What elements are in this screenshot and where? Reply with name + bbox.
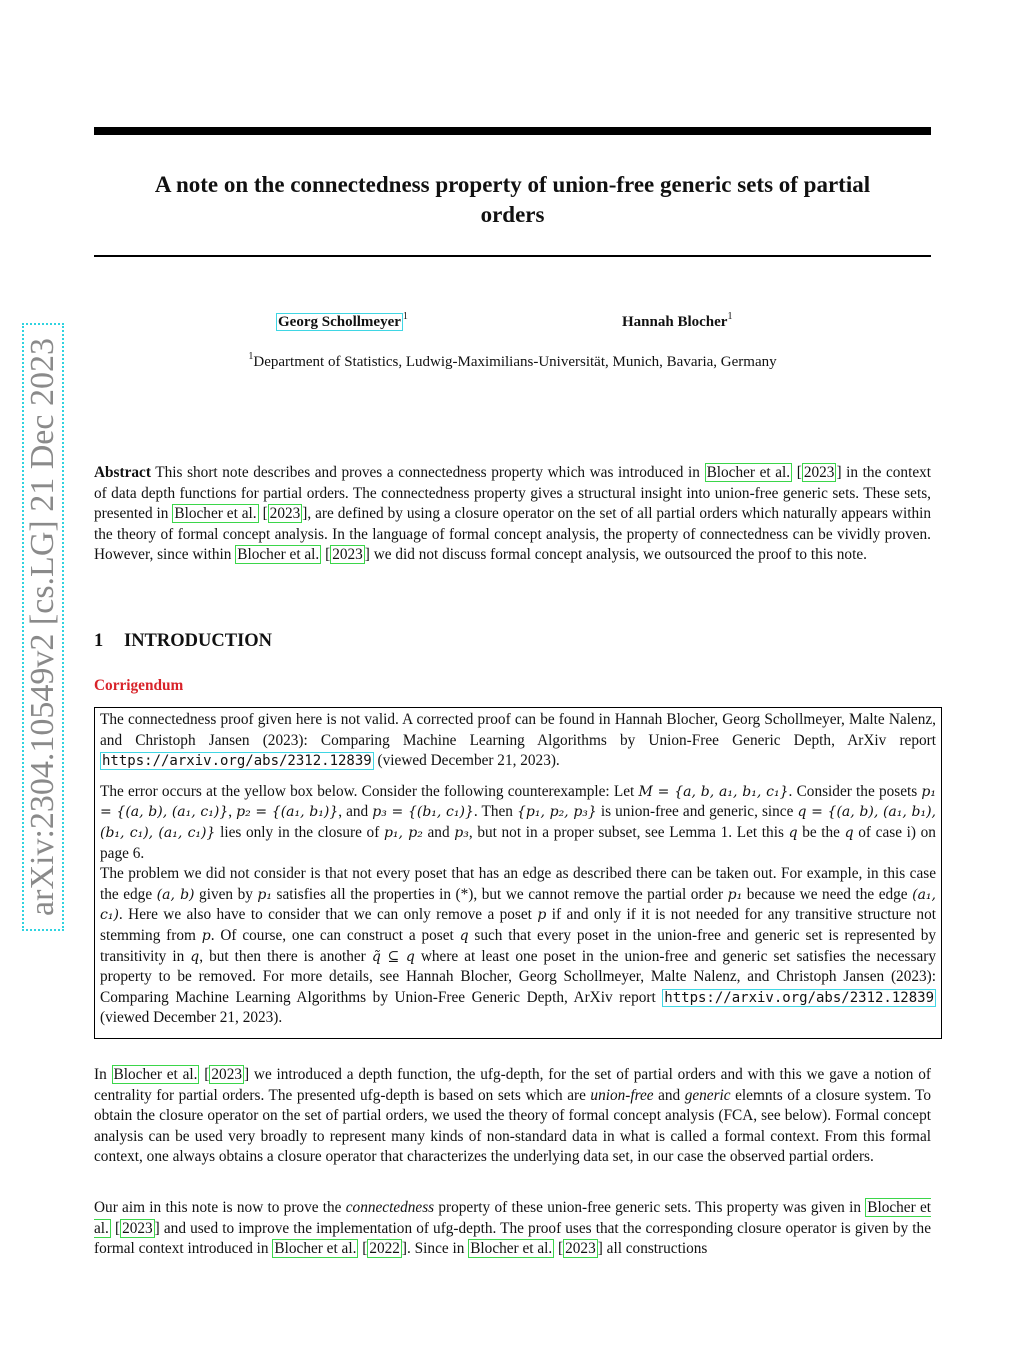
corr-text: given by <box>194 885 258 903</box>
arxiv-url-link[interactable]: https://arxiv.org/abs/2312.12839 <box>664 989 934 1006</box>
corr-text: The problem we did not consider is that not every poset that has an edge as described there can be taken out. For example, in this case the edge <box>100 865 936 903</box>
cite-author-link[interactable]: Blocher et al. <box>274 1240 357 1258</box>
corr-text: . Consider the posets <box>788 782 922 800</box>
cite-author-link[interactable]: Blocher et al. <box>174 505 257 523</box>
emphasis: generic <box>684 1086 731 1104</box>
corr-text: such that every poset in the union-free and generic set is represented by transitivity in <box>100 926 936 965</box>
emphasis: connectedness <box>345 1199 435 1216</box>
title-line-2: orders <box>480 202 545 227</box>
corr-text: . Of course, one can construct a poset <box>210 926 460 944</box>
math: M = {a, b, a₁, b₁, c₁} <box>638 783 789 800</box>
title-line-1: A note on the connectedness property of union-free generic sets of partial <box>154 172 871 197</box>
corr-text: , and <box>338 803 373 821</box>
corr-text: (viewed December 21, 2023). <box>100 1009 283 1027</box>
body-text: and used to improve the implementation of ufg-depth. The proof uses that the corresponding closure operator is given by the formal context introduced in <box>94 1219 931 1258</box>
title-rule <box>94 255 931 257</box>
arxiv-stamp[interactable] <box>22 323 64 931</box>
cite-bracket: ] <box>836 464 842 481</box>
top-rule <box>94 127 931 135</box>
cite-year-link[interactable]: 2023 <box>803 464 835 481</box>
corr-text: where at least one poset in the union-free and generic set satisfies the necessary property to be removed. For more details, see Hannah Blocher, Georg Schollmeyer, Malte Nalenz, and Christoph Jansen (2023): Comparing Machine Learning Algorithms by Union-Free Generic Depth, ArXiv report <box>100 947 936 1006</box>
section-title: INTRODUCTION <box>124 631 273 651</box>
corr-text: The error occurs at the yellow box below. Consider the following counterexample: Let <box>100 782 639 800</box>
corr-text: , but not in a proper subset, see Lemma 1. Let this <box>468 823 789 841</box>
math: p₃ = {(b₁, c₁)} <box>372 804 474 821</box>
corr-text: is union-free and generic, since <box>596 803 798 821</box>
corr-text: be the <box>797 823 845 841</box>
body-text: . Since in <box>407 1240 469 1258</box>
cite-author-link[interactable]: Blocher et al. <box>237 546 320 564</box>
corr-text: , <box>228 803 237 821</box>
body-text: Our aim in this note is now to prove the <box>94 1199 346 1216</box>
body-text: and <box>653 1086 685 1104</box>
arxiv-stamp-text: arXiv:2304.10549v2 [cs.LG] 21 Dec 2023 <box>24 338 61 916</box>
cite-author-link[interactable]: Blocher et al. <box>470 1240 553 1258</box>
abstract-text: we did not discuss formal concept analysis, we outsourced the proof to this note. <box>369 546 867 564</box>
abstract-text: This short note describes and proves a connectedness property which was introduced in <box>150 464 705 481</box>
corr-text: if and only if it is not needed for any transitive structure not stemming from <box>100 906 936 944</box>
math: q = {(a, b), (a₁, b₁), (b₁, c₁), (a₁, c₁)} <box>100 804 937 841</box>
emphasis: union-free <box>590 1086 654 1104</box>
intro-paragraph-1 <box>94 1065 931 1168</box>
arxiv-url-link[interactable]: https://arxiv.org/abs/2312.12839 <box>102 753 372 770</box>
cite-year-link[interactable]: 2023 <box>211 1066 242 1083</box>
author-link-schollmeyer[interactable]: Georg Schollmeyer <box>278 314 401 330</box>
body-text: all constructions <box>602 1240 708 1258</box>
cite-bracket: [ <box>258 505 268 523</box>
corr-text: . Here we also have to consider that we can only remove a poset <box>118 906 538 924</box>
math: p <box>537 907 547 924</box>
corr-text: satisfies all the properties in (*), but we cannot remove the partial order <box>272 885 728 903</box>
abstract-text: , are defined by using a closure operator on the set of all partial orders which naturally appears within the theory of formal concept analysis. In the language of formal concept analysis, the property of connectedness can be vividly proven. However, since within <box>94 505 931 564</box>
corrigendum-paragraph-3 <box>100 864 936 1029</box>
body-text: In <box>94 1066 112 1083</box>
abstract <box>94 463 931 566</box>
section-heading <box>94 631 272 652</box>
corr-text: and <box>422 823 455 841</box>
math: p₂ = {(a₁, b₁)} <box>236 804 339 821</box>
corr-text: . Then <box>473 803 517 821</box>
corr-text: because we need the edge <box>742 885 913 903</box>
cite-bracket: ] <box>401 1240 408 1258</box>
corr-text: (viewed December 21, 2023). <box>373 752 560 770</box>
cite-bracket: [ <box>792 464 802 481</box>
affiliation-text: Department of Statistics, Ludwig-Maximilians-Universität, Munich, Bavaria, Germany <box>253 354 777 370</box>
author-name-blocher: Hannah Blocher <box>622 314 728 330</box>
cite-bracket: [ <box>358 1240 368 1258</box>
cite-bracket: ] <box>302 505 308 523</box>
author-blocher <box>622 312 732 333</box>
author-sup: 1 <box>402 311 408 322</box>
corrigendum-paragraph-1 <box>100 710 936 772</box>
math: p₁ <box>727 886 743 903</box>
math: (a, b) <box>156 886 195 903</box>
abstract-label: Abstract <box>94 464 151 481</box>
cite-year-link[interactable]: 2023 <box>269 505 301 523</box>
cite-author-link[interactable]: Blocher et al. <box>94 1199 931 1237</box>
math: (a₁, c₁) <box>100 886 936 924</box>
math: p₁ <box>257 886 272 903</box>
cite-bracket: ] <box>597 1240 603 1258</box>
math: p <box>201 927 211 944</box>
corrigendum-box <box>94 707 942 1039</box>
math: q <box>190 948 200 965</box>
math: q̃ ⊆ q <box>371 948 415 965</box>
math: {p₁, p₂, p₃} <box>516 804 597 821</box>
affiliation <box>94 352 931 373</box>
cite-bracket: ] <box>154 1219 160 1237</box>
math: p₁ = {(a, b), (a₁, c₁)} <box>100 783 936 821</box>
section-number: 1 <box>94 631 104 651</box>
cite-bracket: [ <box>321 546 331 564</box>
affiliation-sup: 1 <box>248 351 254 362</box>
paper-title <box>94 170 931 230</box>
corrigendum-heading: Corrigendum <box>94 677 184 694</box>
cite-author-link[interactable]: Blocher et al. <box>706 464 791 481</box>
author-sup: 1 <box>727 311 733 322</box>
math: q <box>844 824 854 841</box>
math: p₃ <box>454 824 469 841</box>
cite-year-link[interactable]: 2022 <box>369 1240 400 1258</box>
cite-year-link[interactable]: 2023 <box>122 1219 153 1237</box>
math: p₁, p₂ <box>383 824 423 841</box>
cite-year-link[interactable]: 2023 <box>565 1240 596 1258</box>
math: q <box>788 824 798 841</box>
author-schollmeyer <box>276 312 408 333</box>
corr-text: , but then there is another <box>199 947 372 965</box>
cite-bracket: ] <box>364 546 370 564</box>
corr-text: The connectedness proof given here is not valid. A corrected proof can be found in Hannah Blocher, Georg Schollmeyer, Malte Nalenz, and Christoph Jansen (2023): Comparing Machine Learning Algorithms by Union-Free Generic Depth, ArXiv report <box>100 711 936 749</box>
cite-bracket: ] <box>243 1066 250 1083</box>
math: q <box>459 927 469 944</box>
cite-bracket: [ <box>199 1066 210 1083</box>
corr-text: lies only in the closure of <box>215 823 384 841</box>
cite-bracket: [ <box>110 1219 121 1237</box>
intro-paragraph-2 <box>94 1198 931 1260</box>
corrigendum-paragraph-2 <box>100 782 936 864</box>
cite-author-link[interactable]: Blocher et al. <box>113 1066 198 1083</box>
body-text: property of these union-free generic sets. This property was given in <box>434 1199 866 1216</box>
cite-year-link[interactable]: 2023 <box>332 546 363 564</box>
corr-text: of case i) on page 6. <box>100 823 936 862</box>
abstract-text: in the context of data depth functions for partial orders. The connectedness property gives a structural insight into union-free generic sets. These sets, presented in <box>94 464 932 523</box>
body-text: elemnts of a closure system. To obtain the closure operator on the set of partial orders, we used the theory of formal concept analysis (FCA, see below). Formal concept analysis can be used very broadly to represent many kinds of non-standard data in what is called a formal context. From this formal context, one always obtains a closure operator that characterizes the underlying data set, in our case the observed partial orders. <box>94 1086 931 1166</box>
cite-bracket: [ <box>554 1240 564 1258</box>
body-text: we introduced a depth function, the ufg-depth, for the set of partial orders and with this we gave a notion of centrality for partial orders. The presented ufg-depth is based on sets which are <box>94 1066 931 1104</box>
